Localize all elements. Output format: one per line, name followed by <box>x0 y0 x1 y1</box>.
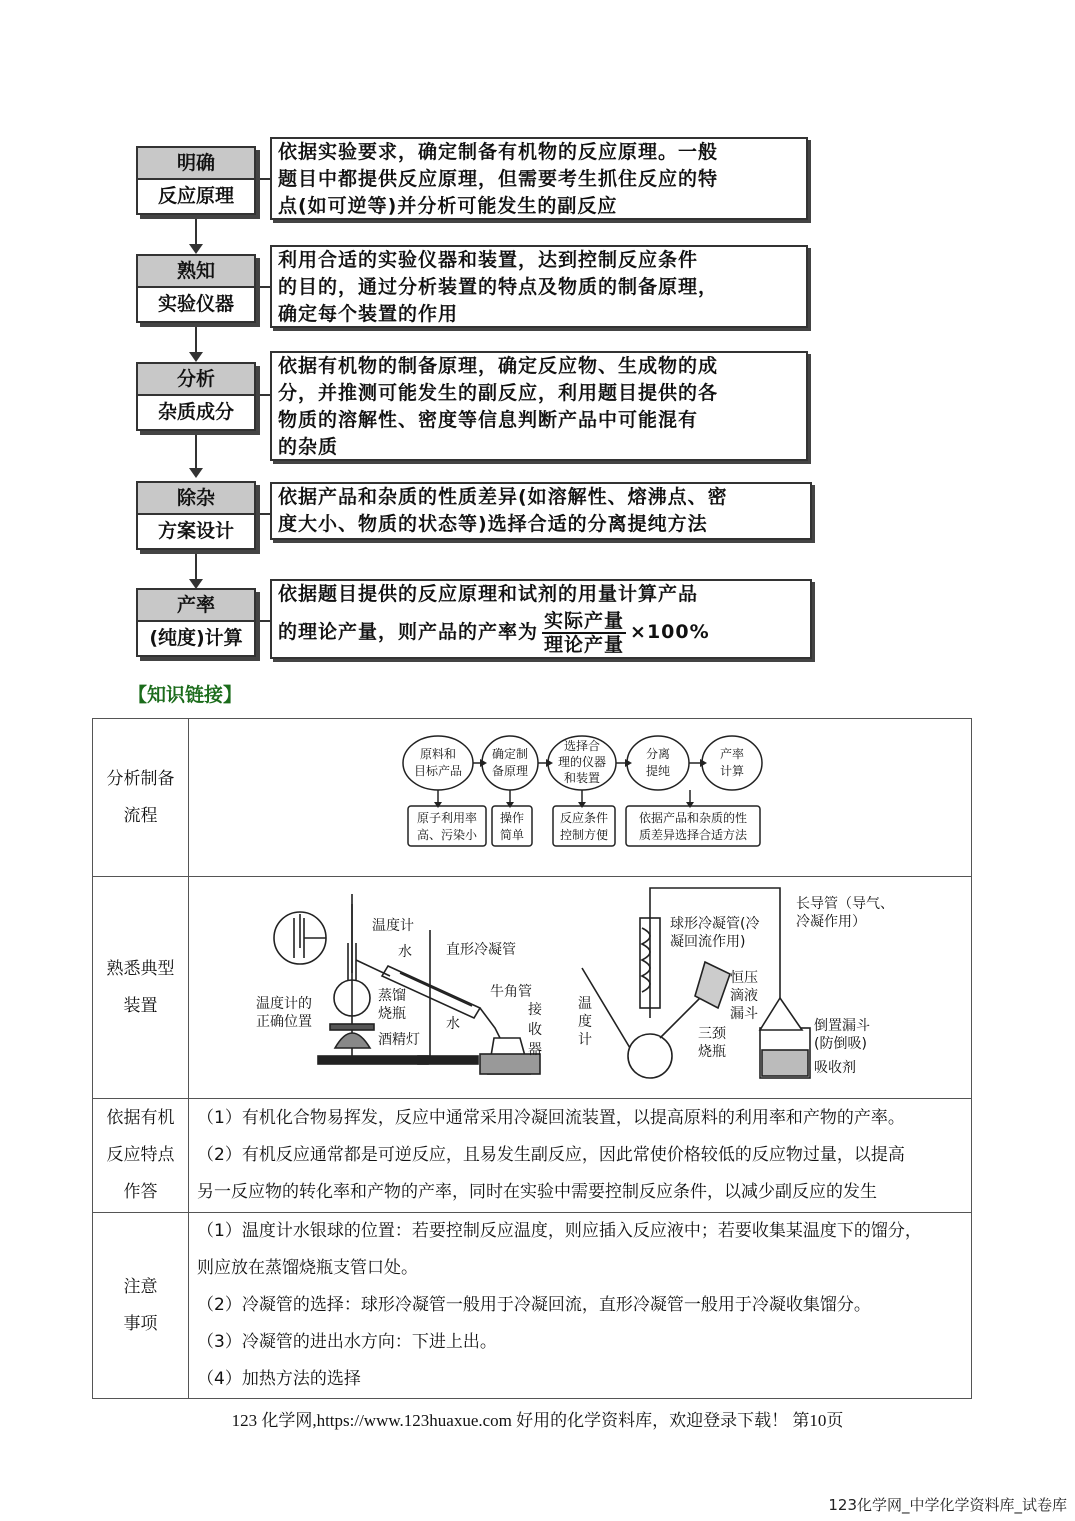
box-label: 质差异选择合适方法 <box>638 828 748 842</box>
flow-step-3-text <box>270 351 808 461</box>
apparatus-label: 计 <box>578 1032 592 1048</box>
text-line: 点(如可逆等)并分析可能发生的副反应 <box>278 195 618 217</box>
circle-label: 原料和 <box>419 747 457 761</box>
circle-label: 备原理 <box>491 764 529 778</box>
apparatus-label: 温度计的 <box>256 996 312 1012</box>
flow-step-4-title: 除杂 <box>138 483 254 515</box>
apparatus-label: 度 <box>578 1014 592 1030</box>
text-line: 的杂质 <box>278 436 339 458</box>
process-diagram <box>190 720 970 870</box>
box-label: 高、污染小 <box>416 828 478 842</box>
apparatus-label: 吸收剂 <box>814 1060 856 1076</box>
flow-step-4-subtitle: 方案设计 <box>157 520 234 542</box>
circle-label: 产率 <box>719 747 745 761</box>
flow-step-5-text <box>270 579 812 659</box>
process-diagram-cell <box>189 719 972 877</box>
table-row <box>93 1213 972 1399</box>
circle-label: 选择合 <box>563 739 601 753</box>
apparatus-label: 水 <box>398 944 412 960</box>
flow-step-1-label <box>136 146 256 215</box>
apparatus-label: 三颈 <box>698 1026 726 1042</box>
flow-connector <box>195 320 197 354</box>
text-line: 的目的，通过分析装置的特点及物质的制备原理， <box>278 276 719 298</box>
text-line: 度大小、物质的状态等)选择合适的分离提纯方法 <box>278 513 708 535</box>
flow-step-3-label <box>136 362 256 431</box>
circle-label: 分离 <box>645 747 671 761</box>
box-label: 原子利用率 <box>416 811 478 825</box>
apparatus-label: 水 <box>446 1016 460 1032</box>
yield-fraction: $\frac{\text{实际产量}}{\text{理论产量}}$ <box>544 609 625 656</box>
flow-step-1-title: 明确 <box>138 148 254 180</box>
text-line: 依据题目提供的反应原理和试剂的用量计算产品 <box>278 583 699 605</box>
flow-connector <box>195 212 197 246</box>
apparatus-illustration <box>190 878 970 1092</box>
text-line: （1）温度计水银球的位置：若要控制反应温度，则应插入反应液中；若要收集某温度下的馏分， <box>197 1221 922 1241</box>
text-line: 确定每个装置的作用 <box>278 303 459 325</box>
flow-step-4-text <box>270 482 812 540</box>
text-line: 则应放在蒸馏烧瓶支管口处。 <box>197 1258 418 1278</box>
text-line: 另一反应物的转化率和产物的产率，同时在实验中需要控制反应条件，以减少副反应的发生 <box>197 1182 877 1202</box>
text-line: （4）加热方法的选择 <box>197 1369 361 1389</box>
text-line: 利用合适的实验仪器和装置，达到控制反应条件 <box>278 249 699 271</box>
apparatus-label: 烧瓶 <box>698 1044 726 1060</box>
page-footer: 123 化学网,https://www.123huaxue.com 好用的化学资料库，欢迎登录下载！ 第10页 <box>231 1411 844 1430</box>
text-line: （2）有机反应通常都是可逆反应，且易发生副反应，因此常使价格较低的反应物过量，以提高 <box>197 1145 905 1165</box>
box-label: 操作 <box>499 811 525 825</box>
notes-cell <box>189 1213 972 1399</box>
flow-step-2-text <box>270 245 808 328</box>
apparatus-label: 漏斗 <box>730 1006 758 1022</box>
apparatus-label: 冷凝作用） <box>796 914 866 930</box>
apparatus-label: 凝回流作用) <box>670 934 746 950</box>
row-label: 分析制备 流程 <box>93 719 189 877</box>
text-line: 分，并推测可能发生的副反应，利用题目提供的各 <box>278 382 719 404</box>
flow-step-4-label <box>136 481 256 550</box>
apparatus-label: 器 <box>528 1042 542 1058</box>
apparatus-label: 牛角管 <box>490 984 532 1000</box>
apparatus-label: 烧瓶 <box>378 1006 406 1022</box>
row-label: 熟悉典型 装置 <box>93 877 189 1099</box>
flow-step-5-subtitle: (纯度)计算 <box>149 627 243 649</box>
text-line: （2）冷凝管的选择：球形冷凝管一般用于冷凝回流，直形冷凝管一般用于冷凝收集馏分。 <box>197 1295 871 1315</box>
flow-arrow <box>189 352 203 362</box>
apparatus-label: 酒精灯 <box>378 1032 420 1048</box>
flow-step-1-subtitle: 反应原理 <box>157 185 234 207</box>
apparatus-label: 蒸馏 <box>378 988 406 1004</box>
table-row <box>93 719 972 877</box>
row-label: 注意 事项 <box>93 1213 189 1399</box>
apparatus-cell <box>189 877 972 1099</box>
apparatus-label: 温 <box>578 996 592 1012</box>
box-label: 控制方便 <box>559 828 609 842</box>
text-line: 依据有机物的制备原理，确定反应物、生成物的成 <box>278 355 719 377</box>
text-line: 物质的溶解性、密度等信息判断产品中可能混有 <box>278 409 699 431</box>
flow-step-5-label <box>136 588 256 657</box>
flow-step-3-title: 分析 <box>138 364 254 396</box>
flow-step-3-subtitle: 杂质成分 <box>157 401 234 423</box>
apparatus-label: 直形冷凝管 <box>446 942 516 958</box>
table-row <box>93 877 972 1099</box>
apparatus-label: 恒压 <box>730 970 758 986</box>
circle-label: 提纯 <box>645 764 671 778</box>
apparatus-label: 温度计 <box>372 918 414 934</box>
flow-arrow <box>189 244 203 254</box>
box-label: 简单 <box>499 828 525 842</box>
apparatus-label: (防倒吸) <box>814 1036 867 1052</box>
flow-step-2-subtitle: 实验仪器 <box>157 293 234 315</box>
circle-label: 目标产品 <box>413 764 463 778</box>
text-line: 依据产品和杂质的性质差异(如溶解性、熔沸点、密 <box>278 486 728 508</box>
apparatus-label: 球形冷凝管(冷 <box>670 916 760 932</box>
box-label: 依据产品和杂质的性 <box>638 811 748 825</box>
flow-step-5-title: 产率 <box>138 590 254 622</box>
text-line: 题目中都提供反应原理，但需要考生抓住反应的特 <box>278 168 719 190</box>
flow-step-1-text <box>270 137 808 220</box>
text-line: 依据实验要求，确定制备有机物的反应原理。一般 <box>278 141 719 163</box>
apparatus-label: 接 <box>528 1002 542 1018</box>
circle-label: 理的仪器 <box>557 755 607 769</box>
apparatus-label: 正确位置 <box>256 1014 312 1030</box>
table-row <box>93 1099 972 1213</box>
circle-label: 和装置 <box>563 771 601 785</box>
row-label: 依据有机 反应特点 作答 <box>93 1099 189 1213</box>
apparatus-label: 长导管（导气、 <box>796 896 894 912</box>
flow-connector <box>195 428 197 470</box>
circle-label: 计算 <box>719 764 745 778</box>
knowledge-table <box>92 718 972 1399</box>
circle-label: 确定制 <box>491 747 529 761</box>
flow-connector <box>195 547 197 581</box>
text-line: 的理论产量，则产品的产率为 $\frac{\text{实际产量}}{\text{理论产量}}$ ×100% <box>278 609 710 656</box>
apparatus-label: 滴液 <box>730 988 758 1004</box>
text-line: （3）冷凝管的进出水方向：下进上出。 <box>197 1332 497 1352</box>
box-label: 反应条件 <box>559 811 609 825</box>
reaction-features-cell <box>189 1099 972 1213</box>
site-watermark: 123化学网_中学化学资料库_试卷库 <box>828 1496 1067 1514</box>
section-title: 【知识链接】 <box>128 684 243 706</box>
text-line: （1）有机化合物易挥发，反应中通常采用冷凝回流装置，以提高原料的利用率和产物的产率。 <box>197 1108 905 1128</box>
apparatus-label: 倒置漏斗 <box>814 1018 870 1034</box>
flow-step-2-title: 熟知 <box>138 256 254 288</box>
apparatus-label: 收 <box>528 1022 542 1038</box>
flow-arrow <box>189 468 203 478</box>
flow-step-2-label <box>136 254 256 323</box>
